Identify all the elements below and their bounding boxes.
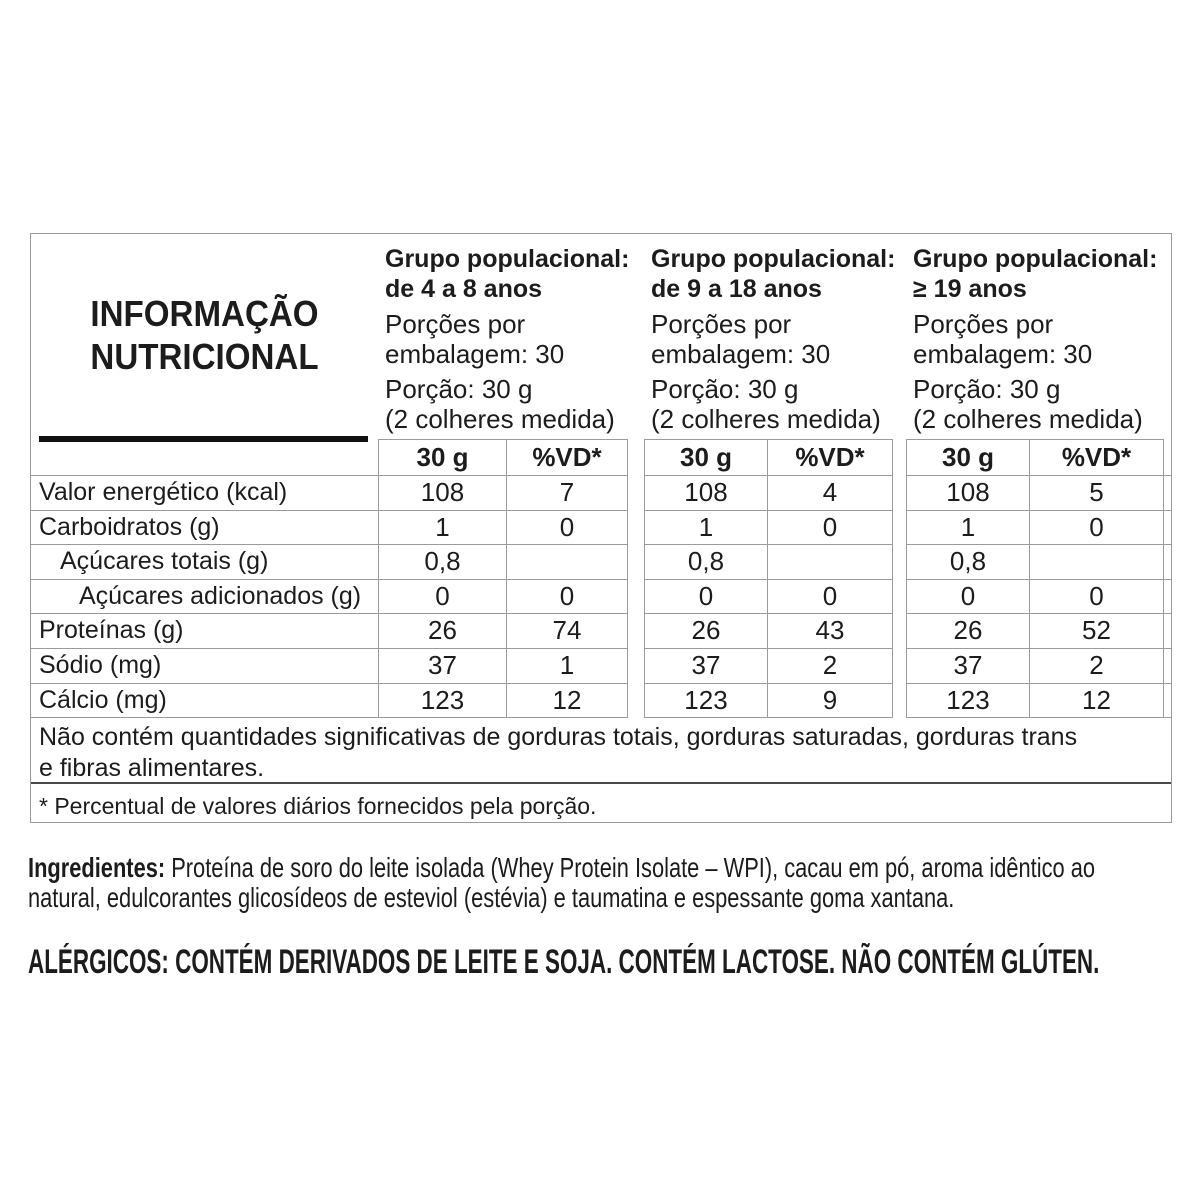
column-gap	[628, 684, 644, 719]
column-gap	[628, 614, 644, 649]
value-30g: 0,8	[644, 545, 767, 580]
no-significant-line: Não contém quantidades significativas de gorduras totais, gorduras saturadas, gorduras trans	[39, 723, 1078, 752]
column-gap	[628, 234, 644, 439]
table-title-cell	[31, 234, 378, 439]
value-30g: 26	[644, 614, 767, 649]
column-gap	[893, 684, 906, 719]
column-gap	[628, 580, 644, 615]
group-header-line: de 4 a 8 anos	[385, 275, 543, 303]
column-gap	[893, 545, 906, 580]
value-30g: 37	[378, 649, 506, 684]
value-30g: 37	[644, 649, 767, 684]
group-header-line: Grupo populacional:	[385, 245, 630, 273]
row-filler	[1164, 614, 1171, 649]
group-header-2	[644, 234, 896, 439]
table-title-line: NUTRICIONAL	[90, 336, 319, 377]
group-header-line: (2 colheres medida)	[385, 404, 615, 434]
column-gap	[893, 476, 906, 511]
value-vd: 1	[506, 649, 628, 684]
value-30g: 108	[644, 476, 767, 511]
col-header-vd: %VD*	[767, 439, 893, 476]
allergen-statement: ALÉRGICOS: CONTÉM DERIVADOS DE LEITE E SOJA. CONTÉM LACTOSE. NÃO CONTÉM GLÚTEN.	[28, 943, 1100, 981]
group-header-line: Porções por	[651, 309, 792, 339]
value-30g: 0	[906, 580, 1029, 615]
value-vd: 12	[506, 684, 628, 719]
ingredients-line-1-text: Proteína de soro do leite isolada (Whey Protein Isolate – WPI), cacau em pó, aroma idêntico ao	[171, 852, 1096, 883]
title-thick-rule	[39, 436, 368, 442]
value-vd: 5	[1029, 476, 1164, 511]
column-gap	[628, 476, 644, 511]
group-header-line: Porção: 30 g	[651, 374, 799, 404]
row-filler	[1164, 684, 1171, 719]
value-vd: 7	[506, 476, 628, 511]
value-vd: 74	[506, 614, 628, 649]
row-filler	[1164, 580, 1171, 615]
value-30g: 123	[378, 684, 506, 719]
column-gap	[893, 234, 906, 439]
value-30g: 26	[378, 614, 506, 649]
ingredients-line-2: natural, edulcorantes glicosídeos de esteviol (estévia) e taumatina e espessante goma xantana.	[28, 882, 955, 913]
group-header-line: Porção: 30 g	[385, 374, 533, 404]
value-30g: 0,8	[906, 545, 1029, 580]
value-vd: 2	[1029, 649, 1164, 684]
daily-values-footnote: * Percentual de valores diários fornecidos pela porção.	[39, 793, 597, 820]
ingredients-line-1	[28, 853, 1095, 883]
value-30g: 1	[378, 511, 506, 546]
ingredients-paragraph	[28, 853, 1095, 913]
value-vd: 0	[1029, 580, 1164, 615]
value-vd: 0	[767, 511, 893, 546]
value-vd: 4	[767, 476, 893, 511]
row-label: Proteínas (g)	[31, 614, 378, 649]
value-30g: 108	[906, 476, 1029, 511]
row-filler	[1164, 649, 1171, 684]
value-30g: 0,8	[378, 545, 506, 580]
value-30g: 37	[906, 649, 1029, 684]
row-label: Sódio (mg)	[31, 649, 378, 684]
row-label: Carboidratos (g)	[31, 511, 378, 546]
col-header-30g: 30 g	[378, 439, 506, 476]
group-header-line: embalagem: 30	[385, 339, 565, 369]
value-vd: 43	[767, 614, 893, 649]
value-30g: 1	[644, 511, 767, 546]
column-gap	[628, 545, 644, 580]
value-30g: 108	[378, 476, 506, 511]
group-header-line: (2 colheres medida)	[913, 404, 1143, 434]
value-30g: 26	[906, 614, 1029, 649]
group-header-line: Grupo populacional:	[651, 245, 896, 273]
group-header-line: ≥ 19 anos	[913, 275, 1027, 303]
ingredients-label: Ingredientes:	[28, 852, 166, 883]
column-gap	[628, 649, 644, 684]
value-vd	[506, 545, 628, 580]
value-vd: 9	[767, 684, 893, 719]
group-header-line: embalagem: 30	[651, 339, 831, 369]
group-header-1	[378, 234, 628, 439]
row-label: Açúcares adicionados (g)	[31, 580, 378, 615]
nutrition-table	[30, 233, 1172, 823]
subheader-filler	[1164, 439, 1171, 476]
value-30g: 0	[644, 580, 767, 615]
value-vd	[767, 545, 893, 580]
group-header-line: Grupo populacional:	[913, 245, 1158, 273]
col-header-30g: 30 g	[906, 439, 1029, 476]
no-significant-amounts-note	[31, 718, 1171, 784]
value-vd	[1029, 545, 1164, 580]
column-gap	[893, 511, 906, 546]
group-header-line: Porções por	[913, 309, 1054, 339]
value-30g: 0	[378, 580, 506, 615]
column-gap	[628, 439, 644, 476]
value-vd: 0	[1029, 511, 1164, 546]
column-gap	[893, 614, 906, 649]
value-vd: 0	[506, 511, 628, 546]
group-header-3	[906, 234, 1164, 439]
group-header-line: Porção: 30 g	[913, 374, 1061, 404]
row-label: Açúcares totais (g)	[31, 545, 378, 580]
row-filler	[1164, 476, 1171, 511]
column-gap	[893, 439, 906, 476]
column-gap	[893, 649, 906, 684]
header-filler	[1164, 234, 1171, 439]
col-header-vd: %VD*	[506, 439, 628, 476]
no-significant-line: e fibras alimentares.	[39, 754, 265, 783]
group-header-line: (2 colheres medida)	[651, 404, 881, 434]
col-header-30g: 30 g	[644, 439, 767, 476]
value-vd: 52	[1029, 614, 1164, 649]
row-filler	[1164, 545, 1171, 580]
value-30g: 1	[906, 511, 1029, 546]
table-title-line: INFORMAÇÃO	[90, 293, 319, 334]
value-30g: 123	[644, 684, 767, 719]
row-label: Valor energético (kcal)	[31, 476, 378, 511]
subheader-label-cell	[31, 439, 378, 476]
group-header-line: de 9 a 18 anos	[651, 275, 822, 303]
column-gap	[893, 580, 906, 615]
col-header-vd: %VD*	[1029, 439, 1164, 476]
value-vd: 12	[1029, 684, 1164, 719]
row-filler	[1164, 511, 1171, 546]
value-30g: 123	[906, 684, 1029, 719]
value-vd: 2	[767, 649, 893, 684]
value-vd: 0	[767, 580, 893, 615]
column-gap	[628, 511, 644, 546]
group-header-line: Porções por	[385, 309, 526, 339]
value-vd: 0	[506, 580, 628, 615]
group-header-line: embalagem: 30	[913, 339, 1093, 369]
row-label: Cálcio (mg)	[31, 684, 378, 719]
table-title	[45, 292, 364, 378]
